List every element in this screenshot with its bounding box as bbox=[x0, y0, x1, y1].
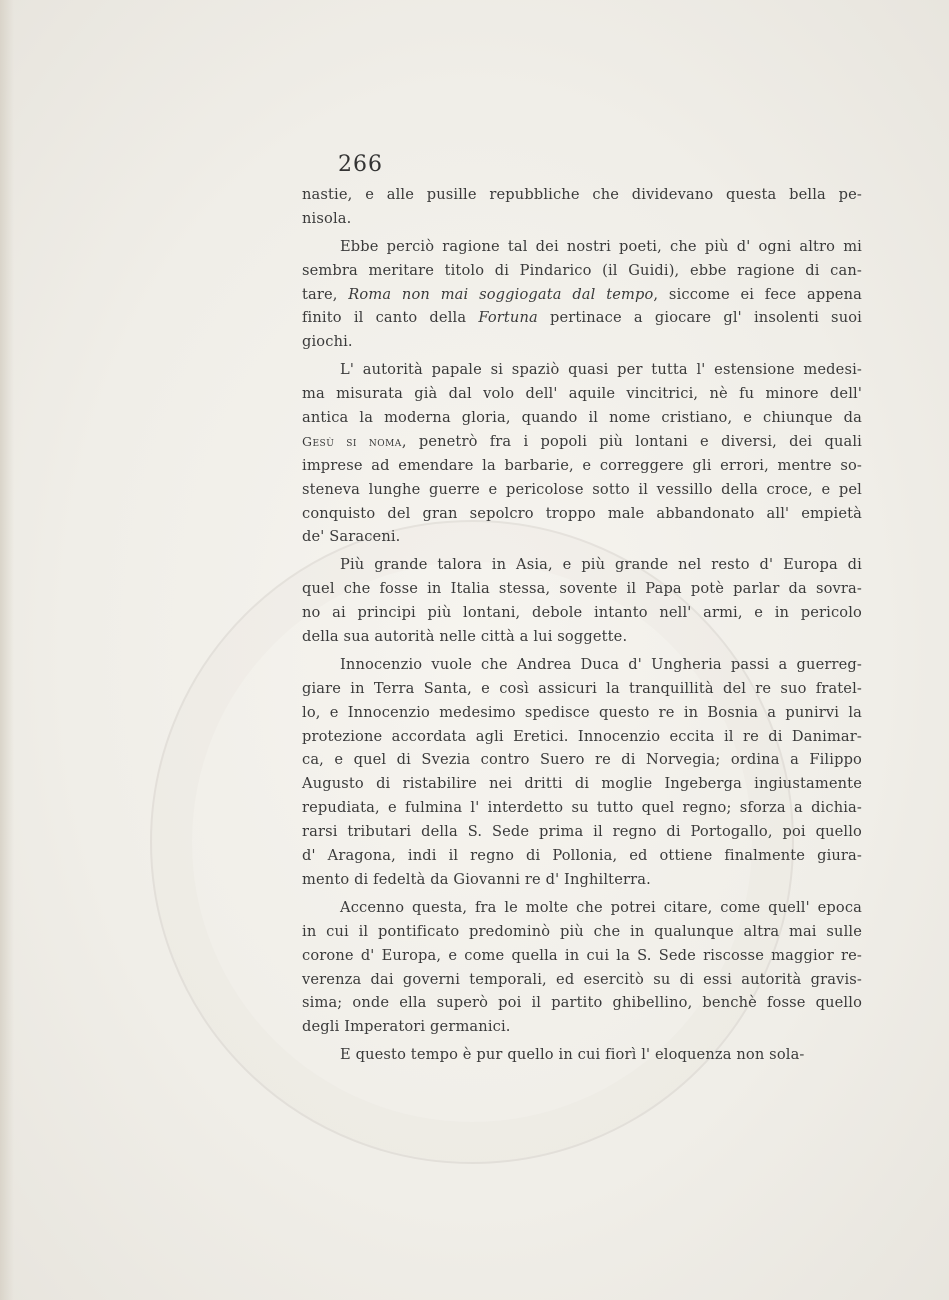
text-line: de' Saraceni. bbox=[302, 528, 401, 546]
text-line: imprese ad emendare la barbarie, e correggere gli errori, mentre so- bbox=[302, 456, 862, 474]
text-line: d' Aragona, indi il regno di Pollonia, ed ottiene finalmente giura- bbox=[302, 847, 862, 865]
text-line: nastie, e alle pusille repubbliche che dividevano questa bella pe- bbox=[302, 186, 862, 203]
text-line: degli Imperatori germanici. bbox=[302, 1018, 511, 1036]
text-line: Innocenzio vuole che Andrea Duca d' Ungheria passi a guerreg- bbox=[340, 655, 862, 673]
text-line: quel che fosse in Italia stessa, sovente il Papa potè parlar da sovra- bbox=[302, 580, 862, 598]
body-text bbox=[302, 183, 862, 1067]
page-number: 266 bbox=[338, 152, 383, 177]
text-line: lo, e Innocenzio medesimo spedisce questo re in Bosnia a punirvi la bbox=[302, 703, 862, 721]
paragraph bbox=[302, 1043, 862, 1067]
text-line: repudiata, e fulmina l' interdetto su tutto quel regno; sforza a dichia- bbox=[302, 799, 862, 817]
text-line: steneva lunghe guerre e pericolose sotto il vessillo della croce, e pel bbox=[302, 480, 862, 498]
text-line: Gesù si noma, penetrò fra i popoli più lontani e diversi, dei quali bbox=[302, 432, 862, 450]
text-line: L' autorità papale si spaziò quasi per tutta l' estensione medesi- bbox=[340, 361, 862, 379]
page-edge-shadow bbox=[0, 0, 14, 1300]
text-line: conquisto del gran sepolcro troppo male abbandonato all' empietà bbox=[302, 504, 862, 522]
text-line: no ai principi più lontani, debole intanto nell' armi, e in pericolo bbox=[302, 604, 862, 622]
text-line: verenza dai governi temporali, ed esercitò su di essi autorità gravis- bbox=[302, 970, 862, 988]
text-line: tare, Roma non mai soggiogata dal tempo, siccome ei fece appena bbox=[302, 285, 862, 303]
text-line: giare in Terra Santa, e così assicuri la tranquillità del re suo fratel- bbox=[302, 679, 862, 697]
text-block bbox=[302, 150, 862, 1067]
text-line: sima; onde ella superò poi il partito ghibellino, benchè fosse quello bbox=[302, 994, 862, 1012]
text-line: ma misurata già dal volo dell' aquile vincitrici, nè fu minore dell' bbox=[302, 385, 862, 403]
text-line: Augusto di ristabilire nei dritti di moglie Ingeberga ingiustamente bbox=[302, 775, 862, 793]
text-line: sembra meritare titolo di Pindarico (il Guidi), ebbe ragione di can- bbox=[302, 261, 862, 279]
paragraph bbox=[302, 653, 862, 892]
paragraph bbox=[302, 896, 862, 1039]
text-line: ca, e quel di Svezia contro Suero re di Norvegia; ordina a Filippo bbox=[302, 751, 862, 769]
paragraph bbox=[302, 183, 862, 231]
paragraph bbox=[302, 235, 862, 354]
text-line: nisola. bbox=[302, 209, 352, 227]
text-line: protezione accordata agli Eretici. Innocenzio eccita il re di Danimar- bbox=[302, 727, 862, 745]
text-line: Più grande talora in Asia, e più grande nel resto d' Europa di bbox=[340, 556, 862, 574]
text-line: mento di fedeltà da Giovanni re d' Inghilterra. bbox=[302, 870, 651, 888]
text-line: corone d' Europa, e come quella in cui la S. Sede riscosse maggior re- bbox=[302, 946, 862, 964]
text-line: in cui il pontificato predominò più che in qualunque altra mai sulle bbox=[302, 922, 862, 940]
paragraph bbox=[302, 358, 862, 549]
text-line: della sua autorità nelle città a lui soggette. bbox=[302, 628, 628, 646]
text-line: Accenno questa, fra le molte che potrei citare, come quell' epoca bbox=[340, 898, 862, 916]
text-line: finito il canto della Fortuna pertinace a giocare gl' insolenti suoi bbox=[302, 309, 862, 327]
text-line: Ebbe perciò ragione tal dei nostri poeti, che più d' ogni altro mi bbox=[340, 237, 862, 255]
text-line: rarsi tributari della S. Sede prima il regno di Portogallo, poi quello bbox=[302, 823, 862, 841]
text-line: E questo tempo è pur quello in cui fiorì l' eloquenza non sola- bbox=[340, 1046, 805, 1064]
paragraph bbox=[302, 553, 862, 649]
text-line: antica la moderna gloria, quando il nome cristiano, e chiunque da bbox=[302, 409, 862, 427]
text-line: giochi. bbox=[302, 333, 353, 351]
